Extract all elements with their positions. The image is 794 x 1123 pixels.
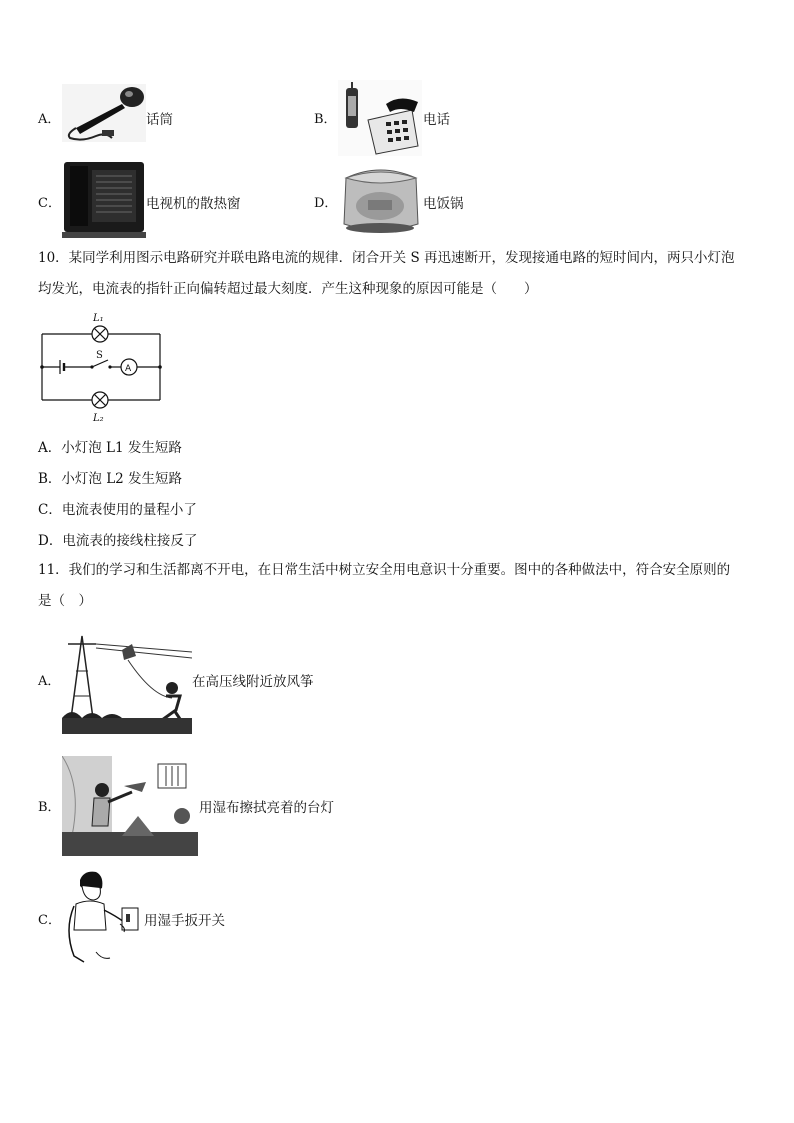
wet-hand-switch-illustration xyxy=(62,870,144,970)
q10-choice-b[interactable]: B．小灯泡 L2 发生短路 xyxy=(38,471,183,487)
option-b-caption: 电话 xyxy=(423,112,450,128)
kite-powerline-illustration xyxy=(62,626,192,734)
q10-choice-d[interactable]: D．电流表的接线柱接反了 xyxy=(38,533,198,549)
q11-option-b-caption: 用湿布擦拭亮着的台灯 xyxy=(199,800,334,816)
microphone-icon xyxy=(62,84,146,142)
option-c-caption: 电视机的散热窗 xyxy=(146,196,241,212)
q11-option-a-letter: A． xyxy=(38,674,61,689)
option-a-letter: A． xyxy=(38,112,61,127)
switch-label: S xyxy=(96,350,103,361)
telephone-icon xyxy=(338,80,422,156)
option-c-letter: C． xyxy=(38,196,61,211)
q11-option-b-letter: B． xyxy=(38,800,61,815)
question-11-line-1: 11．我们的学习和生活都离不开电，在日常生活中树立安全用电意识十分重要。图中的各种做法中，符合安全原则的 xyxy=(38,562,731,578)
option-d-caption: 电饭锅 xyxy=(423,196,464,212)
lamp-l1-label: L₁ xyxy=(93,313,104,324)
option-d-letter: D． xyxy=(314,196,338,211)
tv-icon xyxy=(62,160,146,238)
ammeter-label: A xyxy=(125,364,132,374)
rice-cooker-icon xyxy=(338,160,422,236)
question-10-line-1: 10．某同学利用图示电路研究并联电路电流的规律．闭合开关 S 再迅速断开，发现接通电路的短时间内，两只小灯泡 xyxy=(38,250,735,266)
option-a-caption: 话筒 xyxy=(146,112,173,128)
lamp-l2-label: L₂ xyxy=(93,413,104,424)
switch-s xyxy=(92,360,108,367)
wet-cloth-lamp-illustration xyxy=(62,756,198,856)
q10-choice-c[interactable]: C．电流表使用的量程小了 xyxy=(38,502,197,518)
q11-option-c-caption: 用湿手扳开关 xyxy=(144,913,225,929)
question-10-line-2: 均发光，电流表的指针正向偏转超过最大刻度．产生这种现象的原因可能是（ ） xyxy=(38,281,538,297)
q11-option-c-letter: C． xyxy=(38,913,61,928)
parallel-circuit-diagram xyxy=(34,310,170,426)
q11-option-a-caption: 在高压线附近放风筝 xyxy=(192,674,314,690)
question-11-line-2: 是（ ） xyxy=(38,593,92,609)
option-b-letter: B． xyxy=(314,112,337,127)
q10-choice-a[interactable]: A．小灯泡 L1 发生短路 xyxy=(38,440,182,456)
